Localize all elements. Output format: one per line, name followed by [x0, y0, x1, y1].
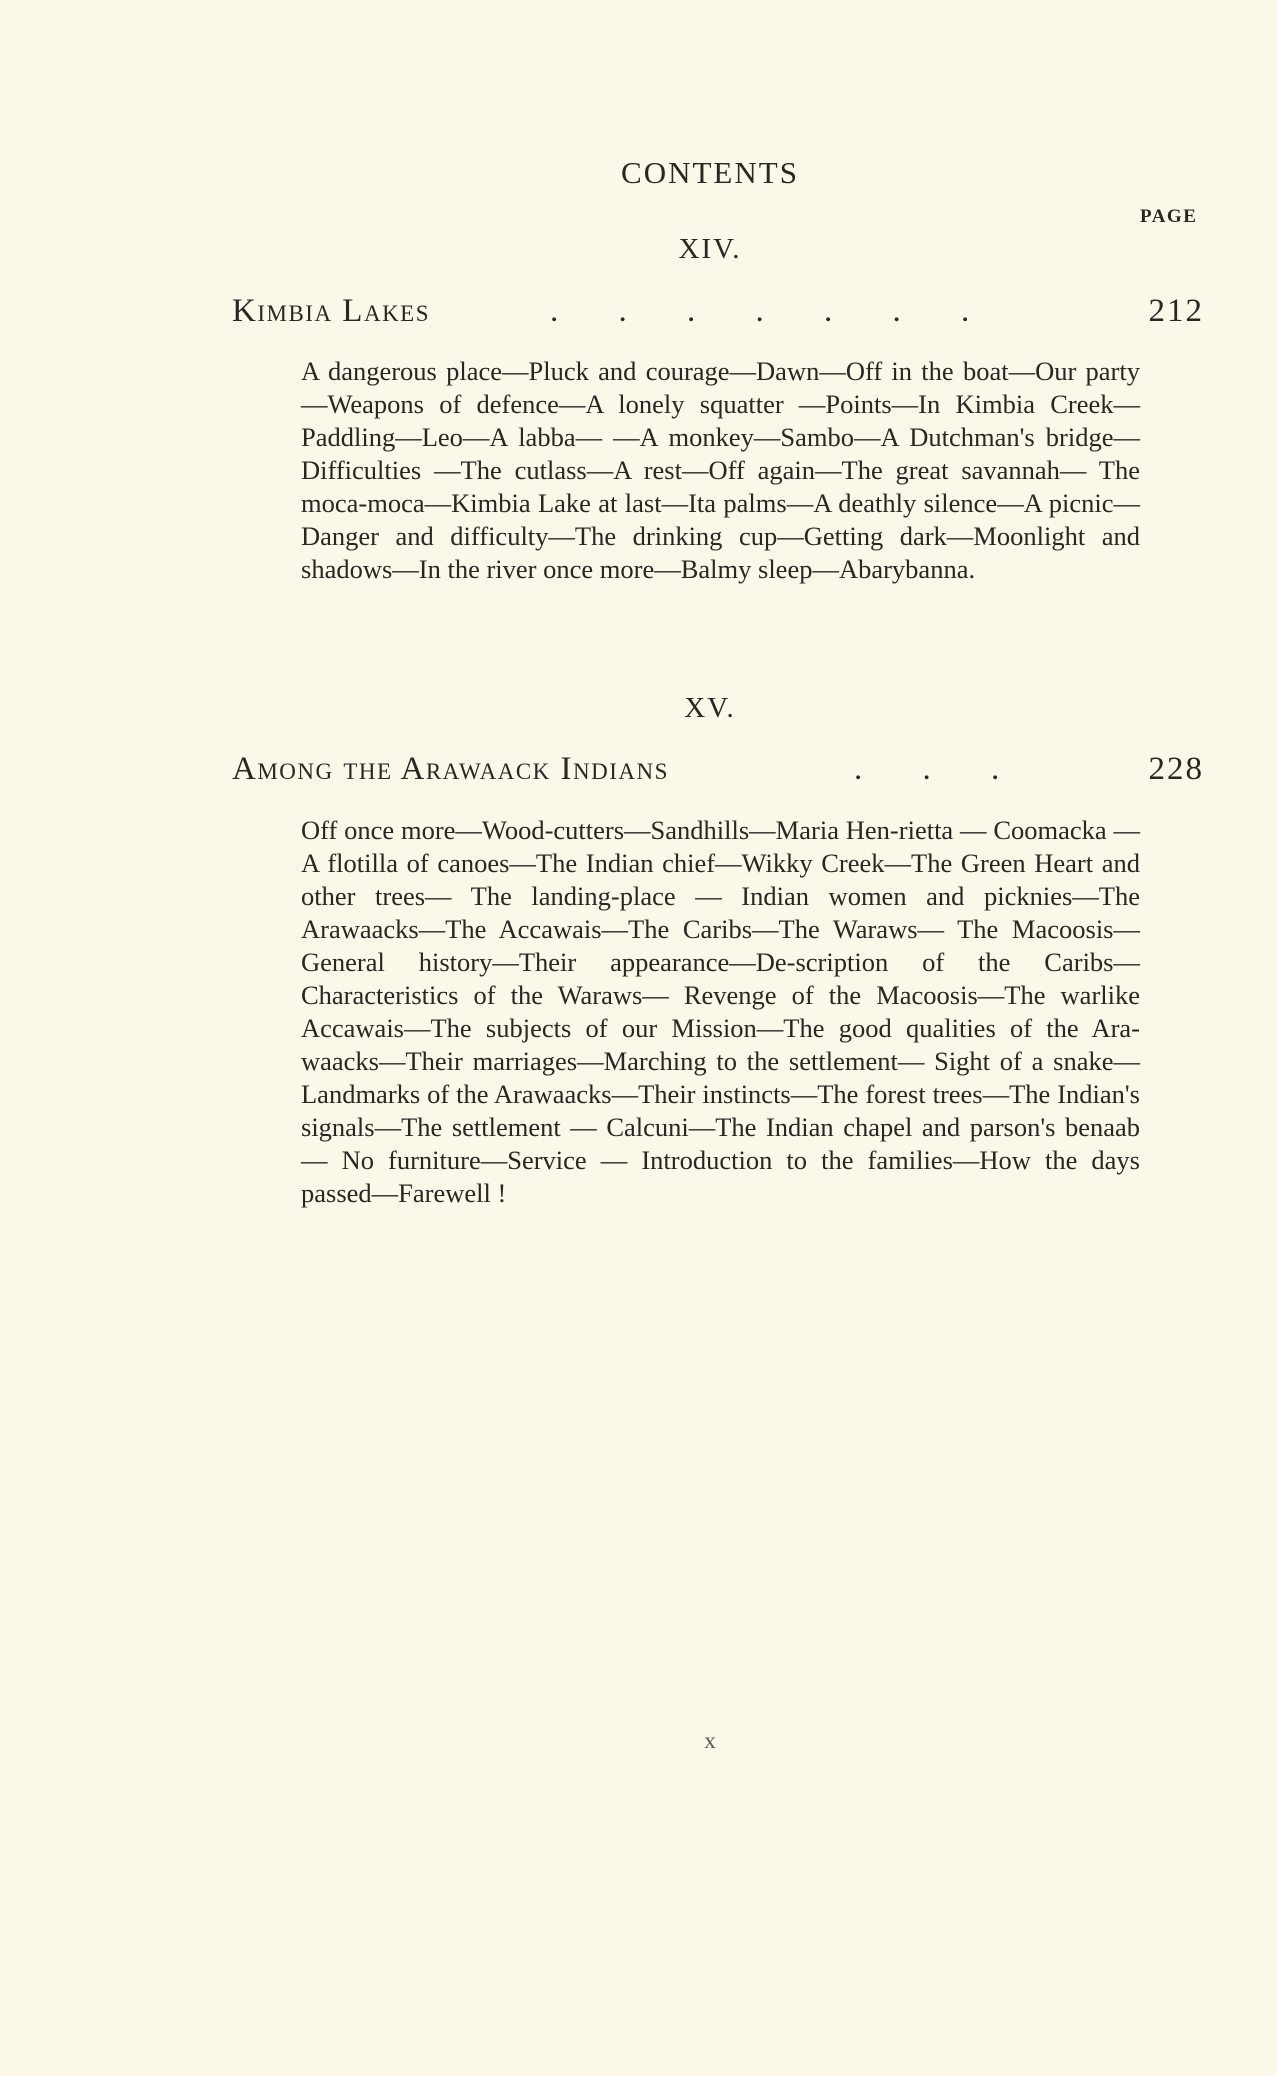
chapter-entry: [232, 293, 1204, 337]
page-column-label: PAGE: [1140, 206, 1198, 227]
chapter-title: Kimbia Lakes: [232, 293, 431, 329]
chapter-summary: A dangerous place—Pluck and courage—Dawn—Off in the boat—Our party—Weapons of defence—A lonely squatter —Points—In Kimbia Creek—Paddling—Leo—A labba— —A monkey—Sambo—A Dutchman's bridge—Difficulties —The cutlass—A rest—Off again—The great savannah— The moca-moca—Kimbia Lake at last—Ita palms—A deathly silence—A picnic—Danger and difficulty—The drinking cup—Getting dark—Moonlight and shadows—In the river once more—Balmy sleep—Abarybanna.: [301, 356, 1140, 584]
chapter-page-number: 212: [1148, 293, 1204, 329]
page-folio: x: [704, 1728, 716, 1753]
chapter-title: Among the Arawaack Indians: [232, 751, 669, 787]
chapter-summary: Off once more—Wood-cutters—Sandhills—Maria Hen-rietta — Coomacka — A flotilla of canoes—The Indian chief—Wikky Creek—The Green Heart and other trees— The landing-place — Indian women and picknies—The Arawaacks—The Accawais—The Caribs—The Waraws— The Macoosis—General history—Their appearance—De-scription of the Caribs—Characteristics of the Waraws— Revenge of the Macoosis—The warlike Accawais—The subjects of our Mission—The good qualities of the Ara-waacks—Their marriages—Marching to the settlement— Sight of a snake—Landmarks of the Arawaacks—Their instincts—The forest trees—The Indian's signals—The settlement — Calcuni—The Indian chapel and parson's benaab — No furniture—Service — Introduction to the families—How the days passed—Farewell !: [301, 815, 1140, 1208]
page-title: CONTENTS: [621, 155, 799, 190]
dot-leader: . . .: [854, 751, 1026, 787]
chapter-numeral: XIV.: [678, 233, 742, 265]
chapter-entry: [232, 751, 1204, 795]
chapter-numeral: XV.: [684, 692, 736, 724]
chapter-page-number: 228: [1148, 751, 1204, 787]
dot-leader: . . . . . . .: [550, 293, 996, 329]
